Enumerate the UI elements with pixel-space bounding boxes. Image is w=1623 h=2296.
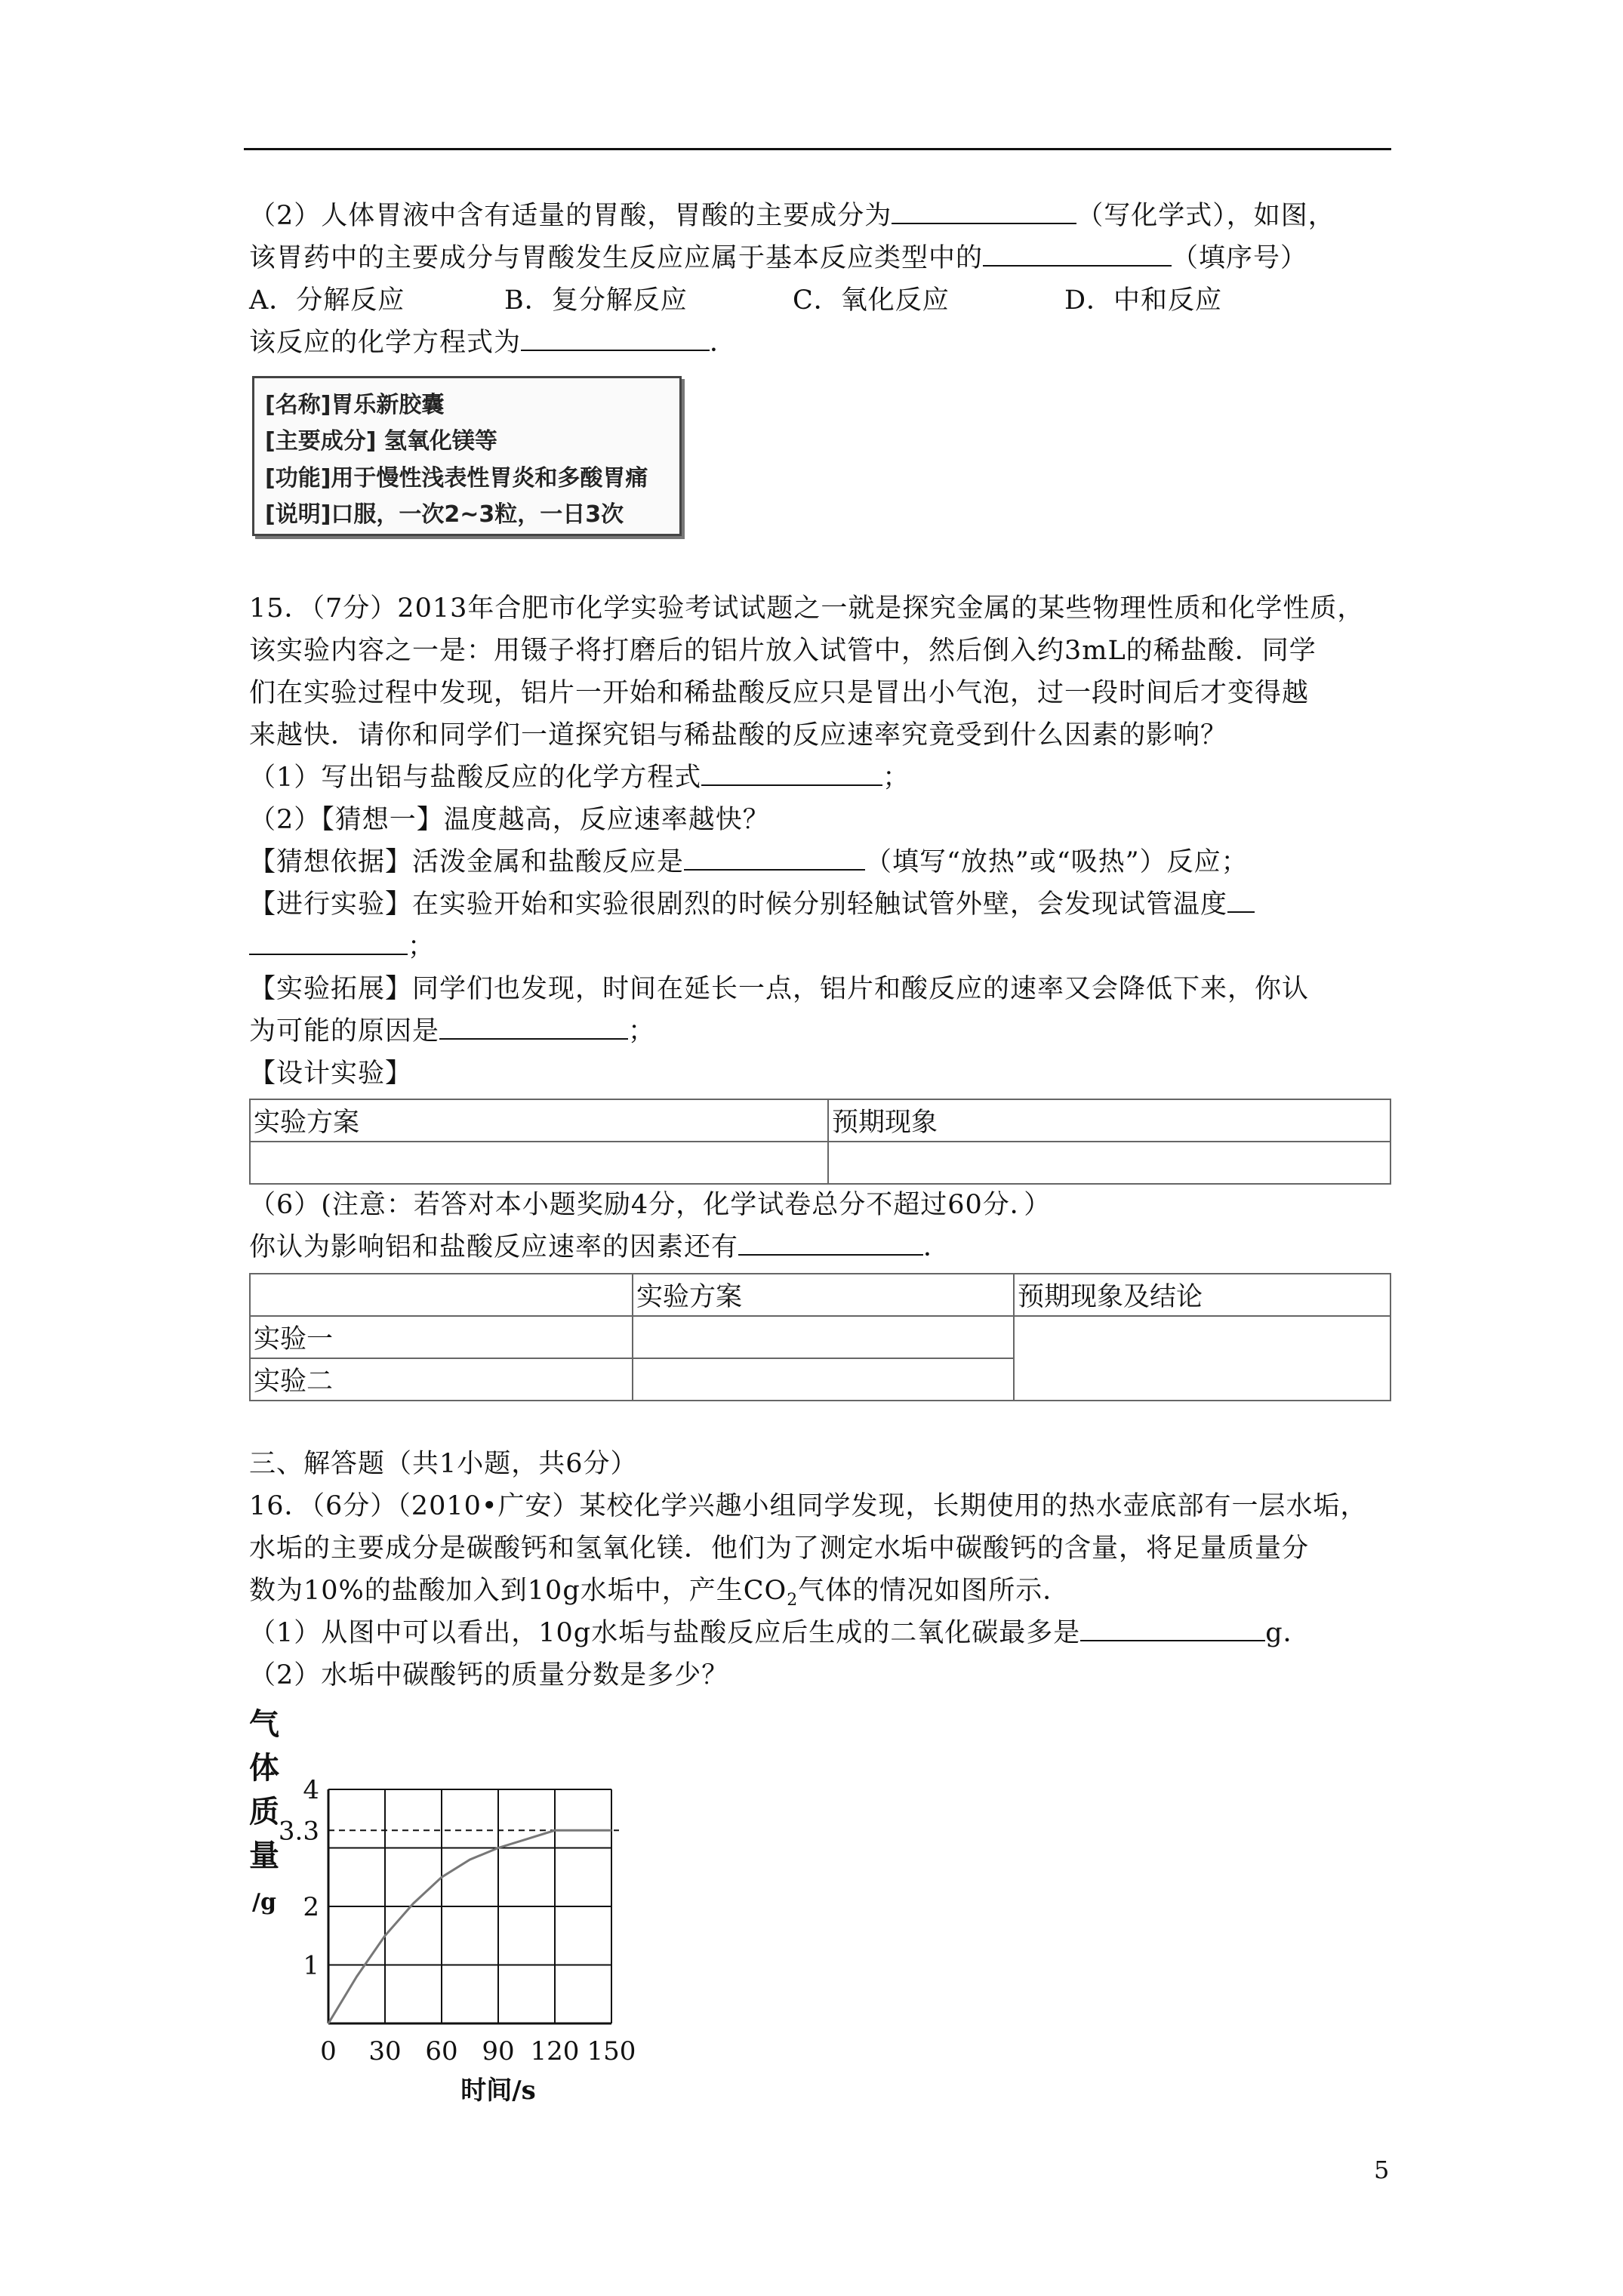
table-row-label: 实验二 xyxy=(250,1358,633,1401)
table-header: 实验方案 xyxy=(250,1099,828,1142)
x-ticks xyxy=(320,2036,636,2066)
q15-factor: 你认为影响铝和盐酸反应速率的因素还有 ． xyxy=(249,1232,951,1262)
answer-blank[interactable] xyxy=(892,200,1076,224)
y-axis-label-char: 气 xyxy=(249,1706,279,1742)
q14-line2: 该胃药中的主要成分与胃酸发生反应应属于基本反应类型中的 （填序号） xyxy=(249,243,1308,273)
option-a: A．分解反应 xyxy=(249,285,405,316)
drug-name: [名称]胃乐新胶囊 xyxy=(265,392,445,418)
co2-curve xyxy=(328,1830,611,2023)
x-tick-label: 30 xyxy=(368,2036,402,2066)
q15-part1: （1）写出铝与盐酸反应的化学方程式 ； xyxy=(249,763,910,793)
design-table xyxy=(249,1099,1391,1185)
drug-ingredient: [主要成分] 氢氧化镁等 xyxy=(265,428,497,455)
y-axis-label-char: 质 xyxy=(249,1794,279,1829)
y-axis-label-char: 量 xyxy=(249,1838,279,1873)
table-cell-answer[interactable] xyxy=(633,1316,1014,1358)
section3-title: 三、解答题（共1小题，共6分） xyxy=(249,1449,638,1479)
answer-blank[interactable] xyxy=(701,762,882,786)
y-tick-label: 3.3 xyxy=(278,1816,319,1847)
gas-mass-chart xyxy=(242,1703,636,2106)
y-tick-label: 4 xyxy=(303,1775,319,1805)
q16-part2: （2）水垢中碳酸钙的质量分数是多少？ xyxy=(249,1660,729,1690)
table-header: 实验方案 xyxy=(633,1274,1014,1316)
table-cell-answer[interactable] xyxy=(1014,1316,1390,1401)
q15-note: （6）(注意：若答对本小题奖励4分，化学试卷总分不超过60分．） xyxy=(249,1190,1052,1220)
y-axis-label xyxy=(249,1706,279,1915)
option-b: B．复分解反应 xyxy=(504,285,688,316)
x-tick-label: 150 xyxy=(587,2036,636,2066)
answer-blank[interactable] xyxy=(983,242,1172,267)
q16-part1: （1）从图中可以看出，10g水垢与盐酸反应后生成的二氧化碳最多是 g． xyxy=(249,1618,1310,1648)
page-number: 5 xyxy=(1374,2156,1390,2184)
table-header xyxy=(250,1274,633,1316)
q14-line1: （2）人体胃液中含有适量的胃酸，胃酸的主要成分为 （写化学式），如图， xyxy=(249,201,1335,231)
option-c: C．氧化反应 xyxy=(793,285,950,316)
drug-function: [功能]用于慢性浅表性胃炎和多酸胃痛 xyxy=(265,465,648,492)
header-rule xyxy=(244,148,1391,150)
y-tick-label: 1 xyxy=(303,1950,319,1981)
q15-extension-1: 【实验拓展】同学们也发现，时间在延长一点，铝片和酸反应的速率又会降低下来，你认 xyxy=(249,974,1310,1004)
x-tick-label: 0 xyxy=(320,2036,337,2066)
x-axis-label: 时间/s xyxy=(460,2076,536,2106)
q15-intro-4: 来越快．请你和同学们一道探究铝与稀盐酸的反应速率究竟受到什么因素的影响？ xyxy=(249,720,1228,750)
table-row-label: 实验一 xyxy=(250,1316,633,1358)
x-tick-label: 90 xyxy=(482,2036,515,2066)
drug-label-image xyxy=(252,376,682,536)
q16-line1: 16．（6分）（2010•广安）某校化学兴趣小组同学发现，长期使用的热水壶底部有一层水垢， xyxy=(249,1491,1368,1521)
answer-blank[interactable] xyxy=(439,1015,628,1040)
q15-design-heading: 【设计实验】 xyxy=(249,1059,413,1089)
x-tick-label: 60 xyxy=(425,2036,458,2066)
q15-experiment: 【进行实验】在实验开始和实验很剧烈的时候分别轻触试管外壁，会发现试管温度 xyxy=(249,886,1255,923)
chart-grid xyxy=(328,1789,611,2023)
table-header: 预期现象及结论 xyxy=(1014,1274,1390,1316)
factor-table xyxy=(249,1273,1391,1401)
table-cell-answer[interactable] xyxy=(633,1358,1014,1401)
y-tick-label: 2 xyxy=(303,1892,319,1922)
q16-line3: 数为10%的盐酸加入到10g水垢中，产生$CO_2$气体的情况如图所示． xyxy=(249,1576,1070,1610)
y-axis-label-char: 体 xyxy=(249,1750,279,1786)
y-axis-label-char: /g xyxy=(252,1889,276,1915)
table-header: 预期现象 xyxy=(828,1099,1390,1142)
answer-blank[interactable] xyxy=(1080,1617,1265,1641)
table-cell-answer[interactable] xyxy=(250,1142,828,1184)
option-d: D．中和反应 xyxy=(1064,285,1223,316)
table-cell-answer[interactable] xyxy=(828,1142,1390,1184)
q15-extension-2: 为可能的原因是 ； xyxy=(249,1016,656,1046)
q16-line2: 水垢的主要成分是碳酸钙和氢氧化镁．他们为了测定水垢中碳酸钙的含量，将足量质量分 xyxy=(249,1533,1310,1564)
q15-intro-2: 该实验内容之一是：用镊子将打磨后的铝片放入试管中，然后倒入约3mL的稀盐酸．同学 xyxy=(249,636,1317,666)
answer-blank[interactable] xyxy=(738,1231,923,1256)
y-ticks xyxy=(279,1775,319,1981)
q15-basis: 【猜想依据】活泼金属和盐酸反应是 （填写“放热”或“吸热”）反应； xyxy=(249,847,1249,877)
q15-intro-1: 15．（7分）2013年合肥市化学实验考试试题之一就是探究金属的某些物理性质和化学性质， xyxy=(249,593,1365,624)
q14-line4: 该反应的化学方程式为 ． xyxy=(249,328,738,358)
q15-part2: （2）【猜想一】温度越高，反应速率越快？ xyxy=(249,805,770,835)
drug-usage: [说明]口服，一次2~3粒，一日3次 xyxy=(265,501,624,528)
answer-blank[interactable] xyxy=(684,846,865,871)
q15-intro-3: 们在实验过程中发现，铝片一开始和稀盐酸反应只是冒出小气泡，过一段时间后才变得越 xyxy=(249,678,1310,708)
answer-blank[interactable] xyxy=(249,931,408,955)
x-tick-label: 120 xyxy=(530,2036,580,2066)
answer-blank[interactable] xyxy=(521,327,710,351)
q15-experiment-cont: ； xyxy=(249,929,435,965)
answer-blank[interactable] xyxy=(1227,889,1255,913)
